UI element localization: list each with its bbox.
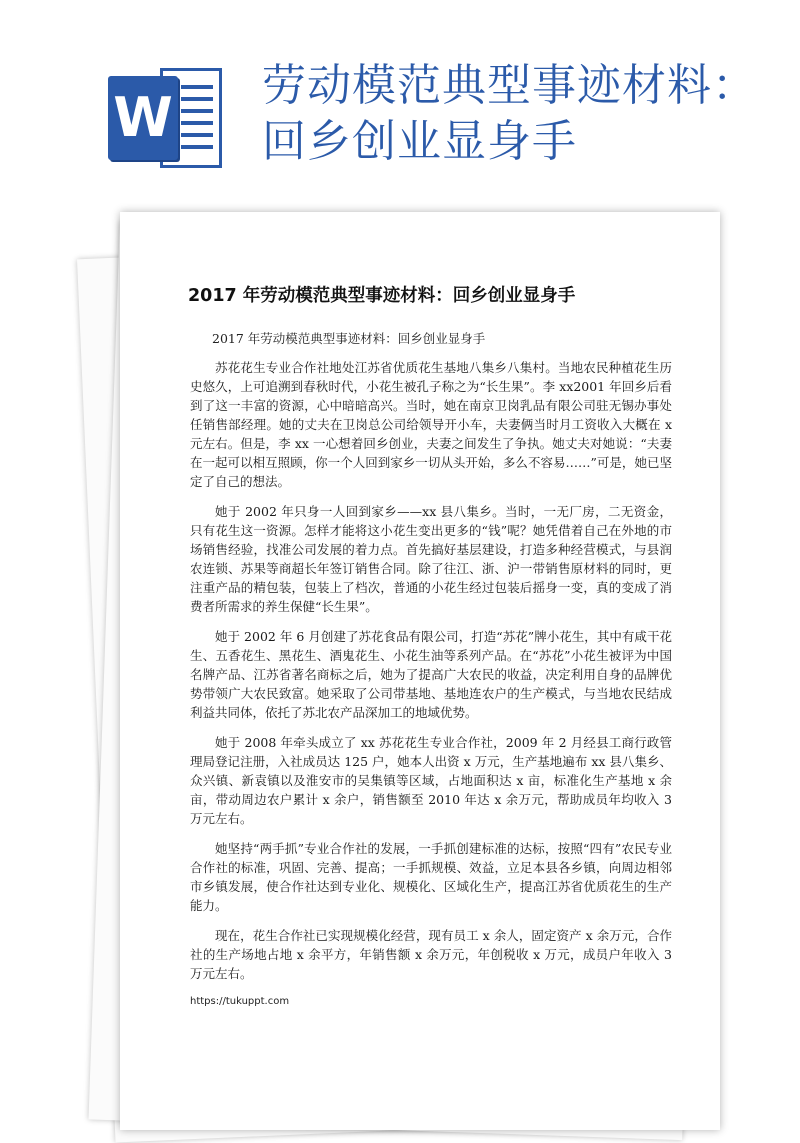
paragraph-3: 她于 2002 年 6 月创建了苏花食品有限公司，打造“苏花”牌小花生，其中有咸干花生、五香花生、黑花生、酒鬼花生、小花生油等系列产品。在“苏花”小花生被评为中国名牌产品、江苏省著名商标之后，她为了提高广大农民的收益，决定利用自身的品牌优势带领广大农民致富。她采取了公司带基地、基地连农户的生产模式，与当地农民结成利益共同体，依托了苏北农产品深加工的地域优势。: [190, 629, 672, 720]
paragraph-1: 苏花花生专业合作社地处江苏省优质花生基地八集乡八集村。当地农民种植花生历史悠久，上可追溯到春秋时代，小花生被孔子称之为“长生果”。李 xx2001 年回乡后看到了这一丰富的资源，心中暗暗高兴。当时，她在南京卫岗乳品有限公司驻无锡办事处任销售部经理。她的丈夫在卫岗总公司给领导开小车，夫妻俩当时月工资收入大概在 x 元左右。但是，李 xx 一心想着回乡创业，夫妻之间发生了争执。她丈夫对她说：“夫妻在一起可以相互照顾，你一个人回到家乡一切从头开始，多么不容易……”可是，她已坚定了自己的想法。: [190, 360, 672, 489]
paragraph-2: 她于 2002 年只身一人回到家乡——xx 县八集乡。当时，一无厂房，二无资金，只有花生这一资源。怎样才能将这小花生变出更多的“钱”呢？她凭借着自己在外地的市场销售经验，找准公司发展的着力点。首先搞好基层建设，打造多种经营模式，与县润农连锁、苏果等商超长年签订销售合同。除了往江、浙、沪一带销售原材料的同时，更注重产品的精包装，包装上了档次，普通的小花生经过包装后摇身一变，真的变成了消费者所需求的养生保健“长生果”。: [190, 504, 672, 614]
paragraph-6: 现在，花生合作社已实现规模化经营，现有员工 x 余人，固定资产 x 余万元，合作社的生产场地占地 x 余平方，年销售额 x 余万元，年创税收 x 万元，成员户年收入 3 万元左右。: [190, 928, 672, 981]
word-letter-icon: W: [108, 76, 178, 160]
word-document-icon: [108, 68, 224, 168]
hero-title: 劳动模范典型事迹材料：回乡创业显身手: [262, 60, 757, 167]
paragraph-5: 她坚持“两手抓”专业合作社的发展，一手抓创建标准的达标，按照“四有”农民专业合作社的标准，巩固、完善、提高；一手抓规模、效益，立足本县各乡镇，向周边相邻市乡镇发展，使合作社达到专业化、规模化、区域化生产，提高江苏省优质花生的生产能力。: [190, 841, 672, 913]
header-banner: [0, 0, 800, 200]
document-url[interactable]: https://tukuppt.com: [190, 996, 290, 1007]
document-subtitle: 2017 年劳动模范典型事迹材料：回乡创业显身手: [212, 331, 486, 346]
document-page: [120, 212, 720, 1130]
document-body: [190, 358, 672, 994]
paragraph-4: 她于 2008 年牵头成立了 xx 苏花花生专业合作社，2009 年 2 月经县工商行政管理局登记注册，入社成员达 125 户，她本人出资 x 万元，生产基地遍布 xx 县八集乡、众兴镇、新袁镇以及淮安市的吴集镇等区域，占地面积达 x 亩，标准化生产基地 x 余亩，带动周边农户累计 x 余户，销售额至 2010 年达 x 余万元，帮助成员年均收入 3 万元左右。: [190, 735, 672, 826]
document-title: 2017 年劳动模范典型事迹材料：回乡创业显身手: [188, 286, 576, 306]
